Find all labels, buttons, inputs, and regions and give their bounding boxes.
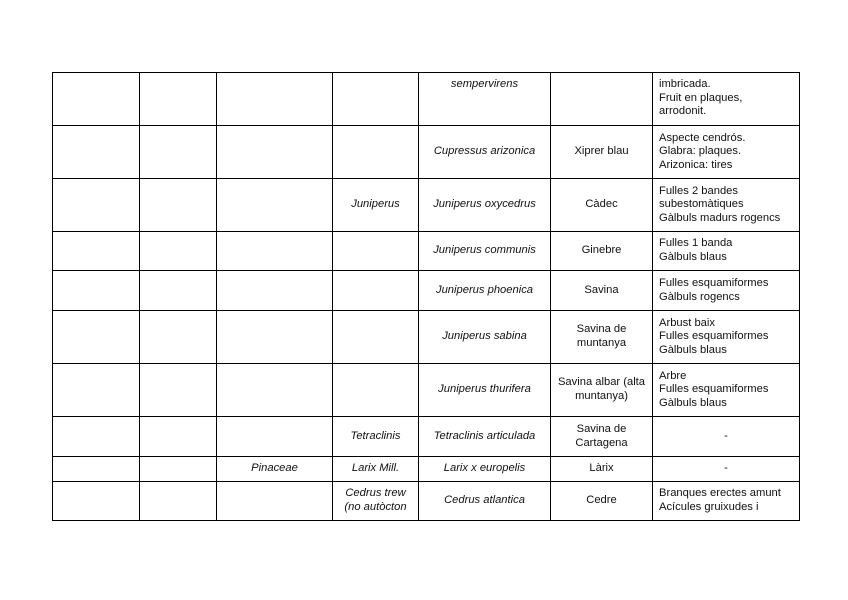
- description-line: imbricada.: [659, 78, 711, 90]
- empty-cell: [217, 271, 333, 311]
- species-cell: Juniperus sabina: [419, 311, 551, 364]
- empty-cell: [217, 364, 333, 417]
- description-cell: [653, 232, 800, 271]
- description-cell: [653, 482, 800, 521]
- table-row: [53, 417, 800, 457]
- description-line: Fulles 1 banda: [659, 237, 733, 250]
- empty-cell: [53, 311, 140, 364]
- description-cell: [653, 271, 800, 311]
- description-line: Gàlbuls blaus: [659, 343, 727, 356]
- empty-cell: [140, 311, 217, 364]
- description-line: Acícules gruixudes i: [659, 501, 759, 513]
- description-line: Fruit en plaques,: [659, 91, 743, 104]
- empty-cell: [217, 126, 333, 179]
- empty-cell: [140, 482, 217, 521]
- empty-cell: [333, 271, 419, 311]
- empty-cell: [217, 417, 333, 457]
- empty-cell: [140, 73, 217, 126]
- table-row: [53, 271, 800, 311]
- genus-cell: Tetraclinis: [333, 417, 419, 457]
- species-cell: Larix x europelis: [419, 457, 551, 482]
- empty-cell: [53, 457, 140, 482]
- genus-cell: Juniperus: [333, 179, 419, 232]
- common-name-cell: Làrix: [551, 457, 653, 482]
- species-cell: Juniperus oxycedrus: [419, 179, 551, 232]
- species-cell: Juniperus phoenica: [419, 271, 551, 311]
- description-line: Arbust baix: [659, 316, 715, 329]
- description-cell: -: [653, 457, 800, 482]
- common-name-cell: Savina de Cartagena: [551, 417, 653, 457]
- empty-cell: [333, 73, 419, 126]
- description-line: Gàlbuls blaus: [659, 396, 727, 409]
- common-name-cell: Savina: [551, 271, 653, 311]
- empty-cell: [217, 482, 333, 521]
- empty-cell: [333, 232, 419, 271]
- genus-cell: Cedrus trew (no autòcton: [333, 482, 419, 521]
- empty-cell: [53, 232, 140, 271]
- empty-cell: [217, 179, 333, 232]
- empty-cell: [140, 457, 217, 482]
- common-name-cell: Cedre: [551, 482, 653, 521]
- empty-cell: [140, 232, 217, 271]
- table-row: [53, 73, 800, 126]
- description-line: Gàlbuls madurs rogencs: [659, 211, 781, 224]
- empty-cell: [333, 311, 419, 364]
- common-name-cell: Savina de muntanya: [551, 311, 653, 364]
- empty-cell: [53, 126, 140, 179]
- description-line: Aspecte cendrós.: [659, 131, 746, 144]
- table-row: [53, 179, 800, 232]
- empty-cell: [333, 126, 419, 179]
- species-cell: Juniperus thurifera: [419, 364, 551, 417]
- description-line: Arizonica: tires: [659, 158, 733, 171]
- empty-cell: [53, 417, 140, 457]
- description-line: Glabra: plaques.: [659, 145, 742, 158]
- description-line: Branques erectes amunt: [659, 487, 781, 500]
- common-name-cell: Xiprer blau: [551, 126, 653, 179]
- species-cell: Juniperus communis: [419, 232, 551, 271]
- description-line: Fulles esquamiformes: [659, 276, 769, 289]
- common-name-cell: Ginebre: [551, 232, 653, 271]
- description-line: Fulles esquamiformes: [659, 383, 769, 396]
- empty-cell: [140, 179, 217, 232]
- empty-cell: [140, 271, 217, 311]
- description-line: Fulles 2 bandes: [659, 184, 738, 197]
- empty-cell: [53, 364, 140, 417]
- species-cell: Tetraclinis articulada: [419, 417, 551, 457]
- table-row: [53, 364, 800, 417]
- taxonomy-table: [52, 72, 800, 521]
- species-cell: sempervirens: [419, 73, 551, 126]
- empty-cell: [140, 364, 217, 417]
- family-cell: Pinaceae: [217, 457, 333, 482]
- empty-cell: [53, 482, 140, 521]
- common-name-cell: Savina albar (alta muntanya): [551, 364, 653, 417]
- description-line: arrodonit.: [659, 105, 707, 118]
- table-row: [53, 126, 800, 179]
- empty-cell: [217, 232, 333, 271]
- common-name-cell: [551, 73, 653, 126]
- description-cell: [653, 364, 800, 417]
- description-line: subestomàtiques: [659, 198, 744, 211]
- description-line: Gàlbuls rogencs: [659, 290, 740, 303]
- table-row: [53, 457, 800, 482]
- description-line: Arbre: [659, 369, 687, 382]
- empty-cell: [53, 271, 140, 311]
- empty-cell: [217, 311, 333, 364]
- table-row: [53, 311, 800, 364]
- empty-cell: [333, 364, 419, 417]
- species-cell: Cupressus arizonica: [419, 126, 551, 179]
- description-cell: [653, 73, 800, 126]
- table-row: [53, 232, 800, 271]
- description-cell: -: [653, 417, 800, 457]
- species-cell: Cedrus atlantica: [419, 482, 551, 521]
- description-cell: [653, 311, 800, 364]
- common-name-cell: Càdec: [551, 179, 653, 232]
- empty-cell: [53, 179, 140, 232]
- description-line: Gàlbuls blaus: [659, 251, 727, 263]
- table-row: [53, 482, 800, 521]
- empty-cell: [140, 417, 217, 457]
- empty-cell: [217, 73, 333, 126]
- empty-cell: [53, 73, 140, 126]
- genus-cell: Larix Mill.: [333, 457, 419, 482]
- description-cell: [653, 179, 800, 232]
- description-line: Fulles esquamiformes: [659, 330, 769, 343]
- description-cell: [653, 126, 800, 179]
- empty-cell: [140, 126, 217, 179]
